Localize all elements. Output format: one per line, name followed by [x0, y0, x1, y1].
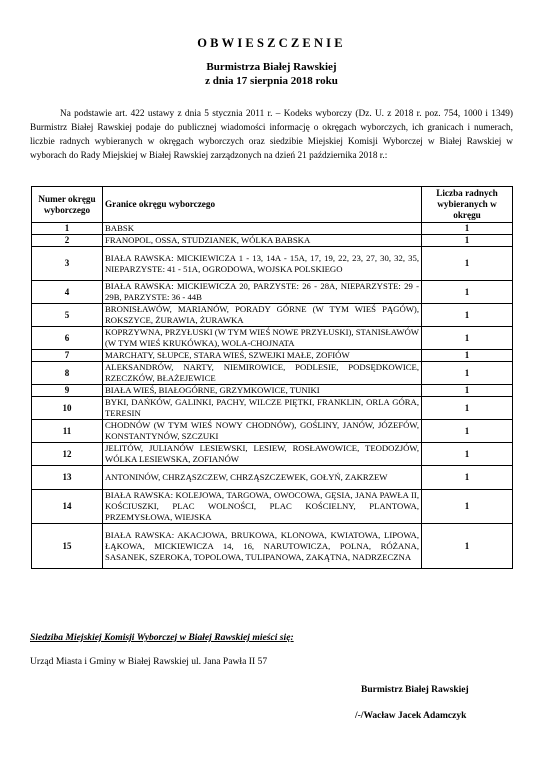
district-seats: 1 — [422, 524, 513, 569]
signature-name: /-/Wacław Jacek Adamczyk — [355, 711, 467, 721]
district-number: 5 — [32, 304, 103, 327]
district-seats: 1 — [422, 327, 513, 350]
district-seats: 1 — [422, 350, 513, 362]
header-number: Numer okręgu wyborczego — [32, 187, 103, 223]
district-boundaries: JELITÓW, JULIANÓW LESIEWSKI, LESIEW, ROSŁAWOWICE, TEODOZJÓW, WÓLKA LESIEWSKA, ZOFIANÓW — [103, 443, 422, 466]
district-number: 13 — [32, 466, 103, 490]
table-row — [32, 397, 513, 420]
header-boundaries: Granice okręgu wyborczego — [103, 187, 422, 223]
commission-seat-heading: Siedziba Miejskiej Komisji Wyborczej w Białej Rawskiej mieści się: — [30, 632, 294, 643]
district-boundaries: BIAŁA RAWSKA: MICKIEWICZA 1 - 13, 14A - 15A, 17, 19, 22, 23, 27, 30, 32, 35, NIEPARZYSTE: 41 - 51A, OGRODOWA, WOJSKA POLSKIEGO — [103, 247, 422, 281]
intro-paragraph: Na podstawie art. 422 ustawy z dnia 5 stycznia 2011 r. – Kodeks wyborczy (Dz. U. z 2018 r. poz. 754, 1000 i 1349) Burmistrz Białej Rawskiej podaje do publicznej wiadomości informację o okręgach wyborczych, ich granicach i numerach, liczbie radnych wybieranych w okręgach wyborczych oraz siedzibie Miejskiej Komisji Wyborczej w Białej Rawskiej w wyborach do Rady Miejskiej w Białej Rawskiej zarządzonych na dzień 21 października 2018 r.: — [30, 109, 513, 161]
table-row — [32, 420, 513, 443]
district-seats: 1 — [422, 385, 513, 397]
district-number: 11 — [32, 420, 103, 443]
table-row — [32, 327, 513, 350]
district-number: 4 — [32, 281, 103, 304]
table-row — [32, 466, 513, 490]
district-number: 15 — [32, 524, 103, 569]
date-line: z dnia 17 sierpnia 2018 roku — [205, 75, 338, 87]
district-seats: 1 — [422, 362, 513, 385]
district-seats: 1 — [422, 235, 513, 247]
district-number: 1 — [32, 223, 103, 235]
district-boundaries: BABSK — [103, 223, 422, 235]
table-row — [32, 362, 513, 385]
district-boundaries: BIAŁA WIEŚ, BIAŁOGÓRNE, GRZYMKOWICE, TUNIKI — [103, 385, 422, 397]
district-number: 8 — [32, 362, 103, 385]
table-row — [32, 247, 513, 281]
district-boundaries: BIAŁA RAWSKA: AKACJOWA, BRUKOWA, KLONOWA, KWIATOWA, LIPOWA, ŁĄKOWA, MICKIEWICZA 14, 16, NARUTOWICZA, POLNA, RÓŻANA, SASANEK, SZEROKA, TOPOLOWA, TULIPANOWA, ZAKĄTNA, NADRZECZNA — [103, 524, 422, 569]
table-row — [32, 235, 513, 247]
commission-seat-address: Urząd Miasta i Gminy w Białej Rawskiej ul. Jana Pawła II 57 — [30, 656, 268, 667]
district-boundaries: BIAŁA RAWSKA: MICKIEWICZA 20, PARZYSTE: 26 - 28A, NIEPARZYSTE: 29 - 29B, PARZYSTE: 36 - 44B — [103, 281, 422, 304]
district-boundaries: ALEKSANDRÓW, NARTY, NIEMIROWICE, PODLESIE, PODSĘDKOWICE, RZECZKÓW, BŁAŻEJEWICE — [103, 362, 422, 385]
district-seats: 1 — [422, 443, 513, 466]
district-boundaries: BIAŁA RAWSKA: KOLEJOWA, TARGOWA, OWOCOWA, GĘSIA, JANA PAWŁA II, KOŚCIUSZKI, PLAC WOLNOŚCI, PLAC KOŚCIELNY, PLANTOWA, PRZEMYSŁOWA, WIEJSKA — [103, 490, 422, 524]
signature-title: Burmistrz Białej Rawskiej — [361, 685, 469, 695]
districts-table — [31, 186, 513, 569]
table-row — [32, 304, 513, 327]
district-number: 10 — [32, 397, 103, 420]
district-number: 3 — [32, 247, 103, 281]
table-row — [32, 490, 513, 524]
table-row — [32, 524, 513, 569]
district-number: 7 — [32, 350, 103, 362]
district-seats: 1 — [422, 420, 513, 443]
district-number: 9 — [32, 385, 103, 397]
district-boundaries: BYKI, DAŃKÓW, GALINKI, PACHY, WILCZE PIĘTKI, FRANKLIN, ORLA GÓRA, TERESIN — [103, 397, 422, 420]
table-row — [32, 281, 513, 304]
district-seats: 1 — [422, 466, 513, 490]
district-number: 2 — [32, 235, 103, 247]
district-number: 14 — [32, 490, 103, 524]
district-seats: 1 — [422, 247, 513, 281]
district-seats: 1 — [422, 223, 513, 235]
district-number: 12 — [32, 443, 103, 466]
district-number: 6 — [32, 327, 103, 350]
district-seats: 1 — [422, 397, 513, 420]
district-boundaries: BRONISŁAWÓW, MARIANÓW, PORADY GÓRNE (W TYM WIEŚ PĄGÓW), ROKSZYCE, ŻURAWIA, ŻURAWKA — [103, 304, 422, 327]
district-seats: 1 — [422, 304, 513, 327]
district-boundaries: FRANOPOL, OSSA, STUDZIANEK, WÓLKA BABSKA — [103, 235, 422, 247]
district-boundaries: CHODNÓW (W TYM WIEŚ NOWY CHODNÓW), GOŚLINY, JANÓW, JÓZEFÓW, KONSTANTYNÓW, SZCZUKI — [103, 420, 422, 443]
district-boundaries: ANTONINÓW, CHRZĄSZCZEW, CHRZĄSZCZEWEK, GOŁYŃ, ZAKRZEW — [103, 466, 422, 490]
issuer-line: Burmistrza Białej Rawskiej — [206, 61, 337, 73]
table-row — [32, 350, 513, 362]
table-row — [32, 443, 513, 466]
table-row — [32, 385, 513, 397]
header-seats: Liczba radnych wybieranych w okręgu — [422, 187, 513, 223]
document-title: OBWIESZCZENIE — [197, 36, 346, 50]
district-boundaries: MARCHATY, SŁUPCE, STARA WIEŚ, SZWEJKI MAŁE, ZOFIÓW — [103, 350, 422, 362]
table-header-row — [32, 187, 513, 223]
district-seats: 1 — [422, 281, 513, 304]
district-seats: 1 — [422, 490, 513, 524]
district-boundaries: KOPRZYWNA, PRZYŁUSKI (W TYM WIEŚ NOWE PRZYŁUSKI), STANISŁAWÓW (W TYM WIEŚ KRUKÓWKA), WOLA-CHOJNATA — [103, 327, 422, 350]
table-row — [32, 223, 513, 235]
